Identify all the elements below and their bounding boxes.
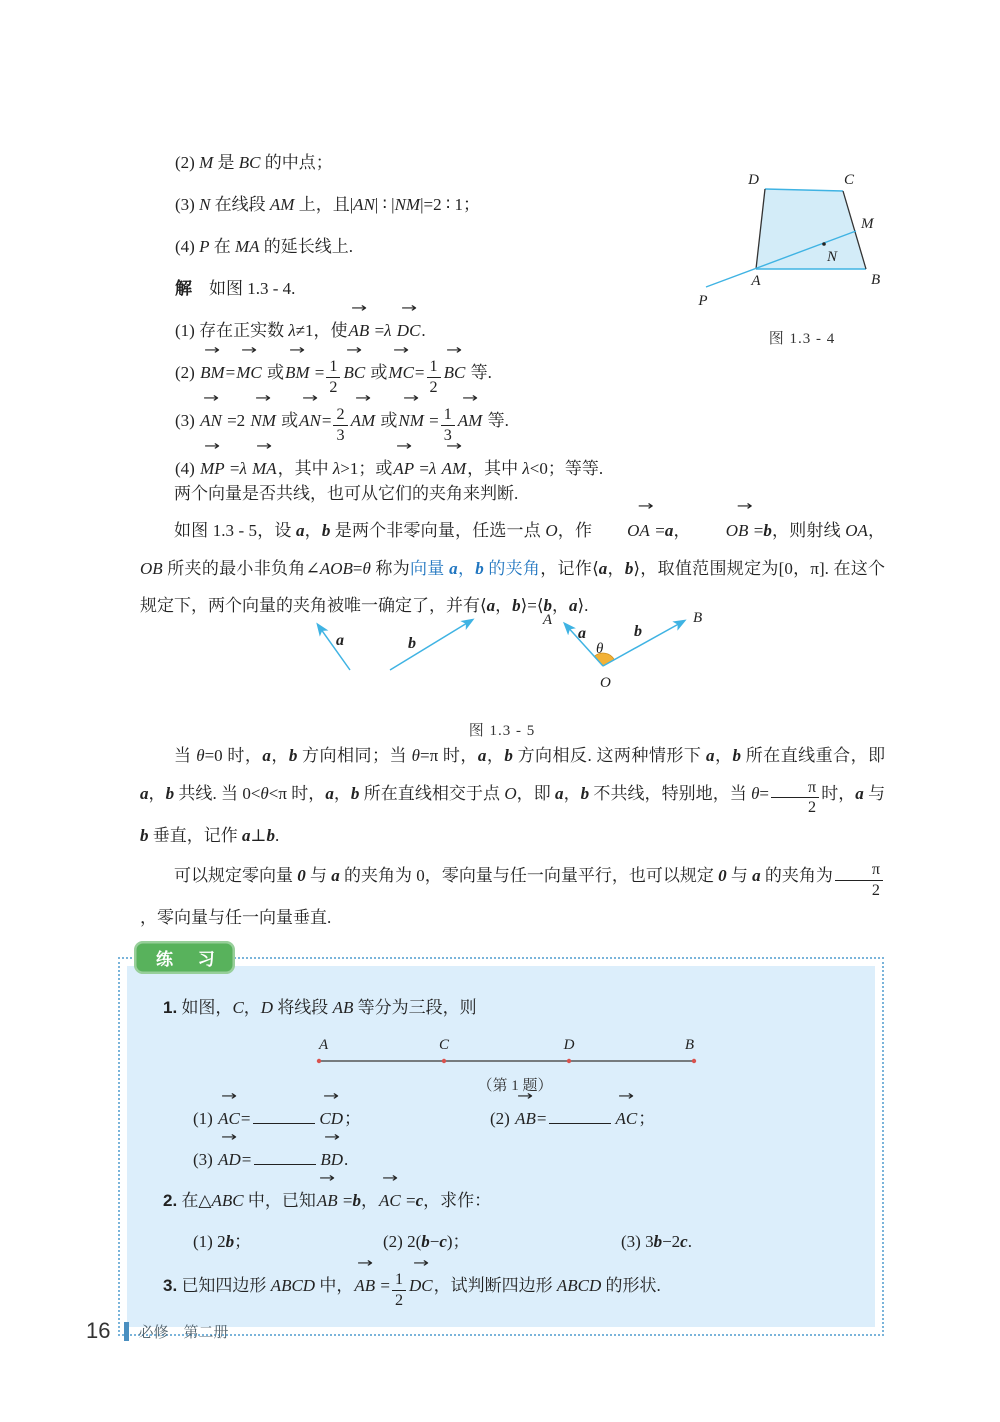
solution-line-4: (4) MP → =λ MA →，其中 λ>1；或AP → =λ AM →，其中 λ<0；等等. (175, 444, 787, 486)
problem-1-segment-figure (315, 1035, 715, 1069)
label-seg-D: D (563, 1037, 575, 1053)
footer-divider-bar (124, 1322, 129, 1341)
label-D: D (748, 172, 759, 188)
problem-2-statement: 2. 在△ABC 中，已知AB → =b，AC → =c，求作： (163, 1177, 851, 1218)
problem-2-item-3: (3) 3b−2c. (621, 1232, 692, 1251)
label-theta: θ (596, 641, 604, 657)
label-O: O (600, 675, 611, 691)
solution-line-2: (2) BM →=MC → 或BM → = $\frac{1}{2}$ BC → 或MC →= $\frac{1}{2}$ BC → 等. (175, 348, 787, 396)
trapezoid-figure (693, 164, 911, 316)
problem-1-item-3: (3) AD →= BD →. (193, 1136, 851, 1177)
solution-line-3: (3) AN → =2 NM → 或AN →= $\frac{2}{3}$ AM → 或NM → = $\frac{1}{3}$ AM → 等. (175, 396, 787, 444)
exercise-dotted-border (118, 957, 884, 1336)
problem-1-statement: 1. 如图，C，D 将线段 AB 等分为三段，则 (163, 998, 477, 1017)
figure-1-3-5 (262, 598, 742, 740)
condition-line-3: (3) N 在线段 AM 上，且|AN| ∶ |NM|=2 ∶ 1； (175, 195, 481, 214)
label-A: A (751, 273, 761, 289)
label-vector-a-right: a (578, 625, 586, 642)
solution-line-1: (1) 存在正实数 λ≠1，使AB → =λ DC →. (175, 306, 787, 348)
vector-angle-figure (262, 598, 742, 708)
problem-2-item-2: (2) 2(b−c)； (383, 1232, 470, 1251)
paragraph-zero-vector: 可以规定零向量 0 与 a 的夹角为 0，零向量与任一向量平行，也可以规定 0 与 a 的夹角为 $\frac{\pi}{2}$ ，零向量与任一向量垂直. (140, 857, 885, 937)
problem-1-figure-caption: （第 1 题） (477, 1078, 553, 1094)
condition-line-2: (2) M 是 BC 的中点； (175, 153, 333, 172)
problem-1-item-1: (1) AC →= CD →； (193, 1102, 490, 1136)
condition-line-4: (4) P 在 MA 的延长线上. (175, 237, 354, 256)
label-vector-b-right: b (634, 623, 642, 640)
problem-2-items-row (193, 1218, 851, 1259)
page-footer (86, 1318, 229, 1344)
footer-book-title: 必修 第二册 (138, 1323, 229, 1341)
problem-2-item-1: (1) 2b； (193, 1232, 252, 1251)
exercise-box (127, 966, 875, 1327)
figure-1-3-4-caption: 图 1.3 - 4 (768, 331, 836, 347)
point-N-dot (822, 242, 826, 246)
problem-1-items-row-1 (193, 1095, 851, 1136)
label-B-right: B (693, 610, 703, 626)
page-number: 16 (86, 1318, 111, 1343)
label-seg-C: C (438, 1037, 450, 1053)
label-seg-B: B (684, 1037, 694, 1053)
problem-1-item-2: (2) AB →= AC →； (490, 1102, 655, 1136)
label-seg-A: A (319, 1037, 329, 1053)
label-vector-b-left: b (408, 635, 416, 652)
label-N: N (827, 249, 838, 265)
label-P: P (698, 293, 708, 309)
figure-1-3-4 (693, 164, 911, 348)
paragraph-theta-cases: 当 θ=0 时，a，b 方向相同；当 θ=π 时，a，b 方向相反. 这两种情形下 a，b 所在直线重合，即 a，b 共线. 当 0<θ<π 时，a，b 所在直线相交于点 O，即 a，b 不共线，特别地，当 θ= $\frac{\pi}{2}$ 时，a 与 b 垂直，记作 a⊥b. (140, 746, 886, 845)
figure-1-3-5-caption: 图 1.3 - 5 (468, 723, 536, 739)
exercise-section (118, 941, 884, 1336)
label-B: B (871, 272, 881, 288)
label-vector-a-left: a (336, 632, 344, 649)
label-C: C (844, 172, 855, 188)
exercise-tab: 练 习 (134, 941, 235, 974)
solution-header: 解 如图 1.3 - 4. (175, 279, 296, 298)
label-A-right: A (542, 612, 552, 628)
problem-3-statement: 3. 已知四边形 ABCD 中，AB → = $\frac{1}{2}$ DC →，试判断四边形 ABCD 的形状. (163, 1259, 851, 1309)
label-M: M (861, 216, 874, 232)
paragraph-angle-definition: 如图 1.3 - 5，设 a，b 是两个非零向量，任选一点 O，作 OA → =a， OB → =b，则射线 OA，OB 所夹的最小非负角∠AOB=θ 称为向量 a，b 的夹角，记作⟨a，b⟩，取值范围规定为[0，π]. 在这个规定下，两个向量的夹角被唯一确定了，并有⟨a，b⟩=⟨b，a⟩. (140, 512, 885, 625)
paragraph-collinear-intro: 两个向量是否共线，也可从它们的夹角来判断. (174, 484, 519, 503)
